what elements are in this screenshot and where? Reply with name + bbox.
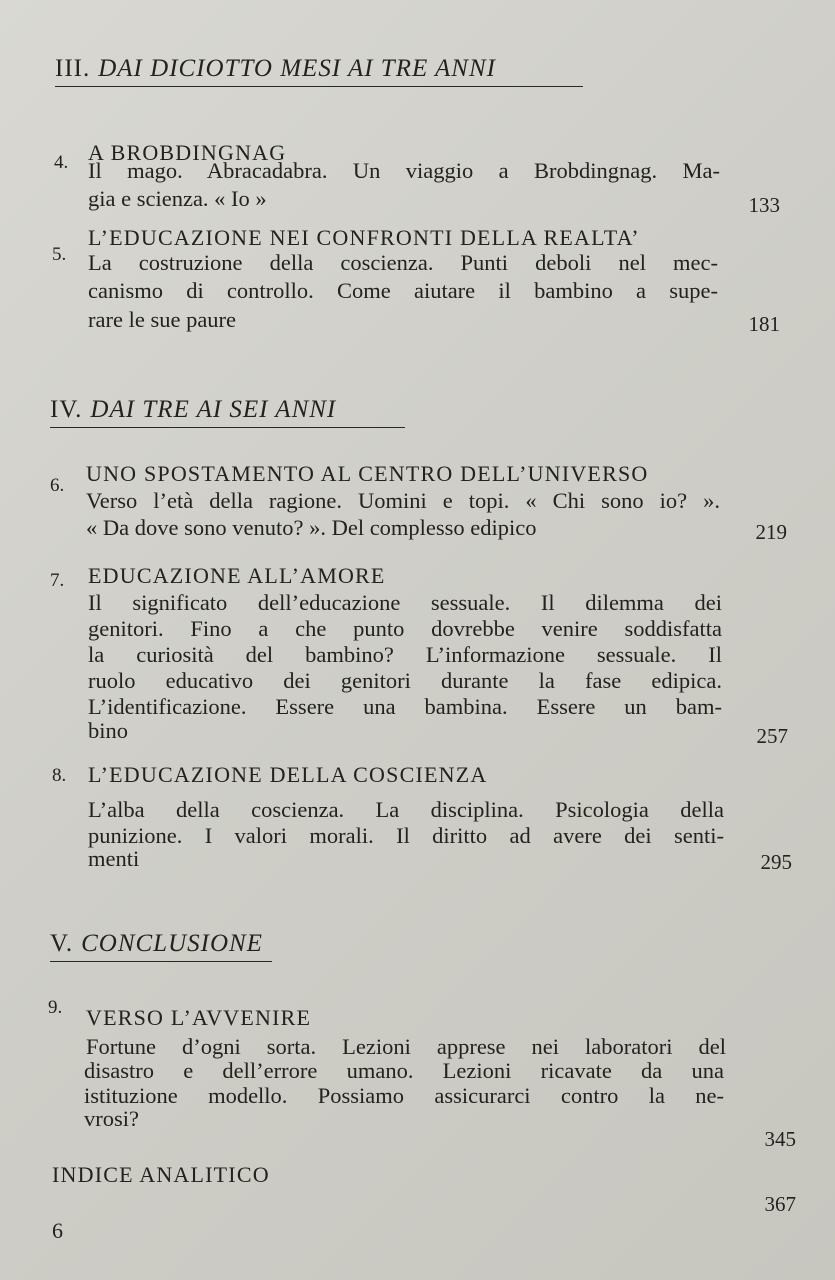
chapter-summary-line: bino <box>88 718 129 743</box>
chapter-title: VERSO L’AVVENIRE <box>86 1005 312 1030</box>
chapter-summary-line: Il significato dell’educazione sessuale. Il dilemma dei <box>88 590 722 615</box>
chapter-summary-line: canismo di controllo. Come aiutare il bambino a supe- <box>88 278 718 303</box>
page-number: 257 <box>756 724 788 748</box>
page-number: 181 <box>748 312 780 336</box>
part-heading-3 <box>55 55 583 87</box>
chapter-summary-line: rare le sue paure <box>88 307 237 332</box>
chapter-summary-line: la curiosità del bambino? L’informazione sessuale. Il <box>88 642 722 667</box>
chapter-number: 8. <box>52 765 67 786</box>
chapter-title: EDUCAZIONE ALL’AMORE <box>88 563 386 588</box>
folio-number: 6 <box>52 1218 63 1243</box>
chapter-number: 7. <box>50 570 65 591</box>
chapter-summary-line: L’identificazione. Essere una bambina. Essere un bam- <box>88 694 722 719</box>
part-title: DAI DICIOTTO MESI AI TRE ANNI <box>98 55 496 82</box>
part-heading-5 <box>50 930 272 962</box>
chapter-title: L’EDUCAZIONE DELLA COSCIENZA <box>88 762 488 787</box>
page-number: 367 <box>764 1192 796 1216</box>
part-heading-4 <box>50 396 405 428</box>
part-title: CONCLUSIONE <box>81 930 263 957</box>
part-number: IV. <box>50 396 83 423</box>
chapter-summary-line: disastro e dell’errore umano. Lezioni ricavate da una <box>84 1058 724 1083</box>
page-number: 345 <box>764 1127 796 1151</box>
chapter-summary-line: menti <box>88 846 140 871</box>
chapter-number: 6. <box>50 475 65 496</box>
chapter-number: 4. <box>54 152 69 173</box>
chapter-summary-line: « Da dove sono venuto? ». Del complesso edipico <box>86 515 537 540</box>
chapter-summary-line: L’alba della coscienza. La disciplina. Psicologia della <box>88 797 724 822</box>
chapter-summary-line: istituzione modello. Possiamo assicurarci contro la ne- <box>84 1083 724 1108</box>
chapter-summary-line: vrosi? <box>84 1106 139 1131</box>
chapter-summary-line: Fortune d’ogni sorta. Lezioni apprese nei laboratori del <box>86 1034 726 1059</box>
page-number: 133 <box>748 193 780 217</box>
chapter-summary-line: genitori. Fino a che punto dovrebbe venire soddisfatta <box>88 616 722 641</box>
chapter-summary-line: Il mago. Abracadabra. Un viaggio a Brobdingnag. Ma- <box>88 158 720 183</box>
chapter-title: L’EDUCAZIONE NEI CONFRONTI DELLA REALTA’ <box>88 225 640 250</box>
page-number: 219 <box>755 520 787 544</box>
part-number: III. <box>55 55 91 82</box>
chapter-summary-line: gia e scienza. « Io » <box>88 186 267 211</box>
chapter-number: 9. <box>48 997 63 1018</box>
chapter-summary-line: Verso l’età della ragione. Uomini e topi. « Chi sono io? ». <box>86 488 720 513</box>
part-title: DAI TRE AI SEI ANNI <box>90 396 337 423</box>
index-title: INDICE ANALITICO <box>52 1162 270 1187</box>
chapter-title: UNO SPOSTAMENTO AL CENTRO DELL’UNIVERSO <box>86 461 649 486</box>
chapter-summary-line: ruolo educativo dei genitori durante la fase edipica. <box>88 668 722 693</box>
part-number: V. <box>50 930 74 957</box>
chapter-number: 5. <box>52 244 67 265</box>
chapter-title: A BROBDINGNAG <box>88 140 287 165</box>
page-number: 295 <box>760 850 792 874</box>
chapter-summary-line: punizione. I valori morali. Il diritto ad avere dei senti- <box>88 823 724 848</box>
chapter-summary-line: La costruzione della coscienza. Punti deboli nel mec- <box>88 250 718 275</box>
